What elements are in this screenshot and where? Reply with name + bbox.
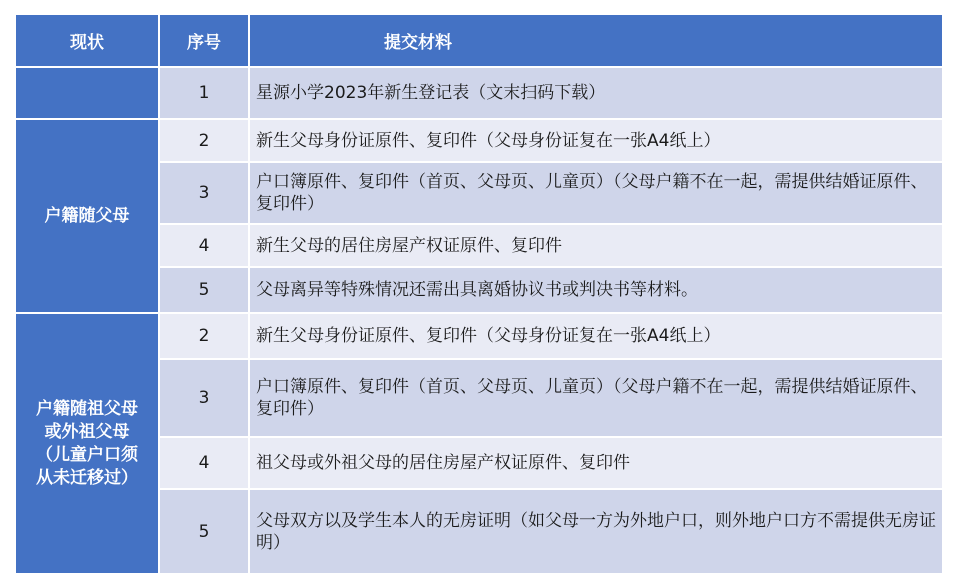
header-seq: 序号 [160,15,248,66]
row-seq: 2 [160,120,248,161]
row-seq: 4 [160,438,248,488]
row-seq: 1 [160,68,248,118]
row-seq: 3 [160,360,248,436]
row-material: 父母离异等特殊情况还需出具离婚协议书或判决书等材料。 [250,268,942,312]
row-material: 祖父母或外祖父母的居住房屋产权证原件、复印件 [250,438,942,488]
row-material: 户口簿原件、复印件（首页、父母页、儿童页）（父母户籍不在一起，需提供结婚证原件、复印件） [250,360,942,436]
table-grid [16,15,942,573]
header-materials: 提交材料 [250,15,942,66]
state-cell-with-grandparents: 户籍随祖父母 或外祖父母 （儿童户口须 从未迁移过） [16,314,158,573]
row-material: 星源小学2023年新生登记表（文末扫码下载） [250,68,942,118]
row-seq: 5 [160,268,248,312]
state-cell-with-parents: 户籍随父母 [16,120,158,312]
row-material: 户口簿原件、复印件（首页、父母页、儿童页）（父母户籍不在一起，需提供结婚证原件、复印件） [250,163,942,223]
row-material: 父母双方以及学生本人的无房证明（如父母一方为外地户口，则外地户口方不需提供无房证明） [250,490,942,573]
row-seq: 5 [160,490,248,573]
row-material: 新生父母身份证原件、复印件（父母身份证复在一张A4纸上） [250,120,942,161]
materials-table [16,15,942,573]
row-seq: 4 [160,225,248,266]
row-seq: 2 [160,314,248,358]
row-material: 新生父母的居住房屋产权证原件、复印件 [250,225,942,266]
state-cell-empty [16,68,158,118]
row-material: 新生父母身份证原件、复印件（父母身份证复在一张A4纸上） [250,314,942,358]
header-state: 现状 [16,15,158,66]
row-seq: 3 [160,163,248,223]
